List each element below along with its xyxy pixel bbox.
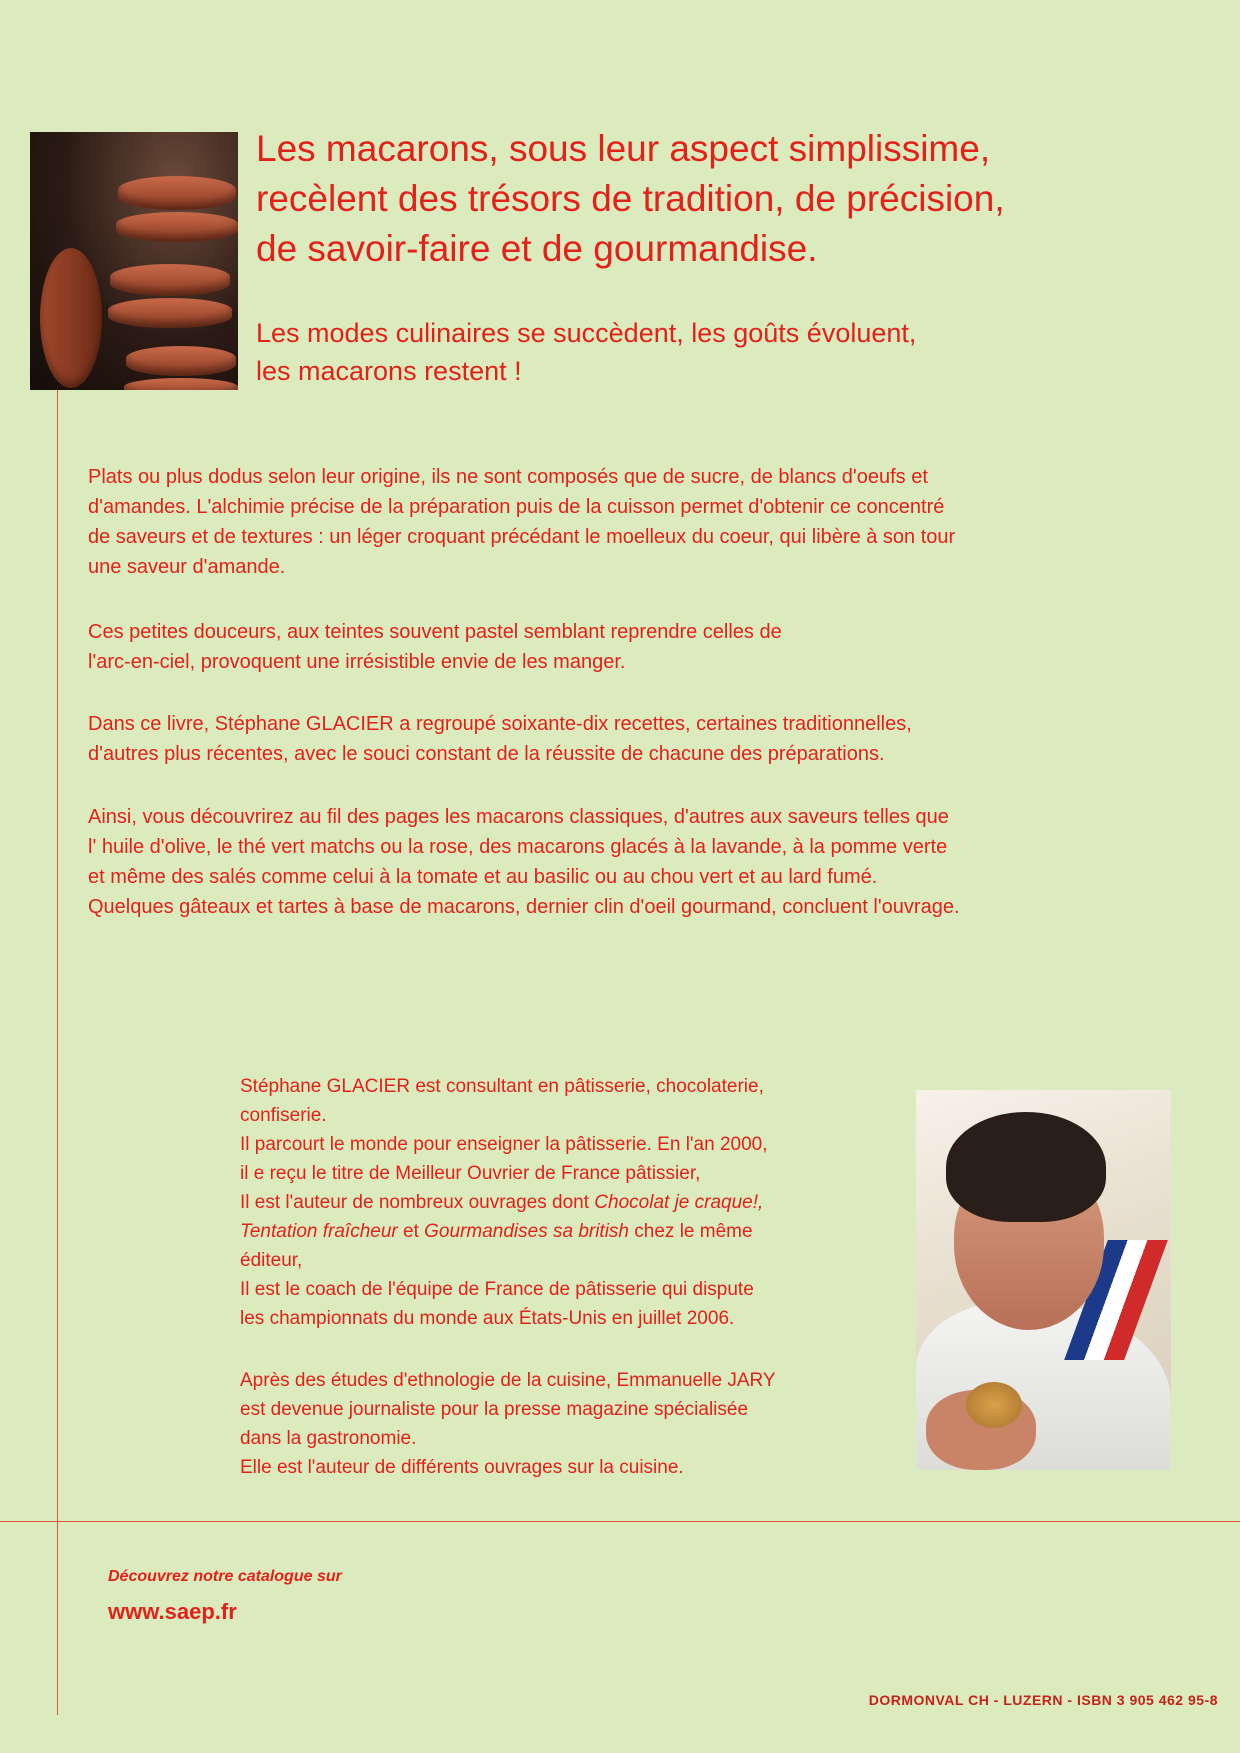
text-line: Quelques gâteaux et tartes à base de macarons, dernier clin d'oeil gourmand, concluent l'ouvrage. — [88, 896, 960, 918]
bio-line: dans la gastronomie. — [240, 1428, 417, 1449]
bio-line: il e reçu le titre de Meilleur Ouvrier de France pâtissier, — [240, 1163, 701, 1184]
macaron-image — [116, 212, 238, 242]
description-paragraph-2 — [88, 617, 1208, 677]
catalog-label: Découvrez notre catalogue sur — [108, 1568, 342, 1585]
text-line: d'autres plus récentes, avec le souci constant de la réussite de chacune des préparations. — [88, 743, 885, 765]
text-line: l' huile d'olive, le thé vert matchs ou la rose, des macarons glacés à la lavande, à la pomme verte — [88, 836, 948, 858]
text-line: Ainsi, vous découvrirez au fil des pages les macarons classiques, d'autres aux saveurs telles que — [88, 806, 949, 828]
publisher-imprint: DORMONVAL CH - LUZERN - ISBN 3 905 462 95-8 — [868, 1692, 1218, 1708]
description-paragraph-1 — [88, 462, 1208, 582]
bio-line: Stéphane GLACIER est consultant en pâtisserie, chocolaterie, — [240, 1076, 764, 1097]
bio-line: est devenue journaliste pour la presse magazine spécialisée — [240, 1399, 749, 1420]
catalog-link[interactable]: www.saep.fr — [108, 1599, 237, 1624]
held-macaron-image — [966, 1382, 1022, 1428]
macaron-image — [108, 298, 232, 328]
subhead-line: Les modes culinaires se succèdent, les goûts évoluent, — [256, 318, 917, 348]
macaron-image — [110, 264, 230, 296]
macaron-image — [124, 378, 238, 390]
chef-portrait-photo — [916, 1090, 1171, 1470]
bio-line: et — [397, 1221, 425, 1242]
headline-line: Les macarons, sous leur aspect simplissime, — [256, 128, 991, 169]
text-line: et même des salés comme celui à la tomate et au basilic ou au chou vert et au lard fumé. — [88, 866, 878, 888]
bio-line: confiserie. — [240, 1105, 327, 1126]
macaron-stack-photo — [30, 132, 238, 390]
text-line: Plats ou plus dodus selon leur origine, ils ne sont composés que de sucre, de blancs d'oeufs et — [88, 466, 928, 488]
subhead-line: les macarons restent ! — [256, 356, 522, 386]
bio-line: Après des études d'ethnologie de la cuisine, Emmanuelle JARY — [240, 1370, 776, 1391]
bio-line: Il est l'auteur de nombreux ouvrages dont — [240, 1192, 595, 1213]
text-line: d'amandes. L'alchimie précise de la préparation puis de la cuisson permet d'obtenir ce concentré — [88, 496, 945, 518]
bio-line: Il parcourt le monde pour enseigner la pâtisserie. En l'an 2000, — [240, 1134, 768, 1155]
author-bio-glacier — [240, 1072, 900, 1333]
subheadline — [256, 314, 1216, 390]
bio-line: Il est le coach de l'équipe de France de pâtisserie qui dispute — [240, 1279, 754, 1300]
text-line: une saveur d'amande. — [88, 556, 286, 578]
bio-line: les championnats du monde aux États-Unis en juillet 2006. — [240, 1308, 735, 1329]
bio-line: Elle est l'auteur de différents ouvrages sur la cuisine. — [240, 1457, 684, 1478]
text-line: Dans ce livre, Stéphane GLACIER a regroupé soixante-dix recettes, certaines traditionnelles, — [88, 713, 912, 735]
macaron-image — [126, 346, 236, 376]
book-title: Tentation fraîcheur — [240, 1221, 398, 1242]
bio-line: chez le même — [629, 1221, 753, 1242]
text-line: de saveurs et de textures : un léger croquant précédant le moelleux du coeur, qui libère à son tour — [88, 526, 956, 548]
book-title: Gourmandises sa british — [424, 1221, 630, 1242]
horizontal-rule — [0, 1521, 1240, 1522]
vertical-rule — [57, 378, 58, 1715]
chef-hair-image — [946, 1112, 1106, 1222]
text-line: Ces petites douceurs, aux teintes souvent pastel semblant reprendre celles de — [88, 621, 782, 643]
macaron-image — [118, 176, 236, 210]
headline — [256, 124, 1216, 274]
author-bio-jary — [240, 1366, 900, 1482]
description-paragraph-4 — [88, 802, 1208, 922]
text-line: l'arc-en-ciel, provoquent une irrésistible envie de les manger. — [88, 651, 626, 673]
headline-line: recèlent des trésors de tradition, de précision, — [256, 178, 1005, 219]
headline-line: de savoir-faire et de gourmandise. — [256, 228, 818, 269]
description-paragraph-3 — [88, 709, 1208, 769]
bio-line: éditeur, — [240, 1250, 303, 1271]
book-title: Chocolat je craque!, — [594, 1192, 764, 1213]
macaron-side-image — [40, 248, 102, 388]
